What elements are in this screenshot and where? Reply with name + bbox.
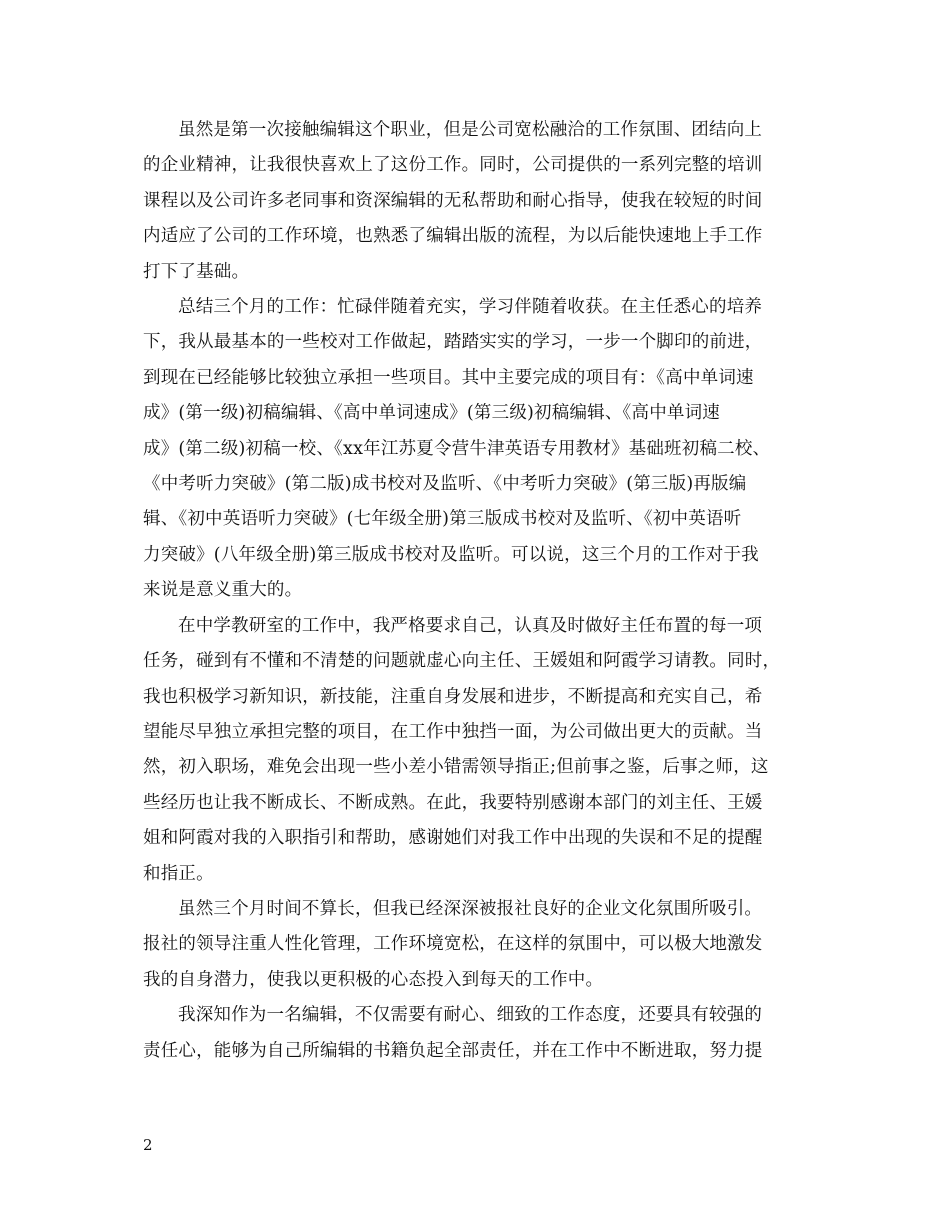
text-line: 《中考听力突破》(第二版)成书校对及监听、《中考听力突破》(第三版)再版编	[143, 474, 747, 495]
text-line: 打下了基础。	[143, 261, 250, 282]
paragraph-3	[143, 609, 811, 892]
text-line: 内适应了公司的工作环境，也熟悉了编辑出版的流程，为以后能快速地上手工作	[143, 226, 763, 247]
paragraph-2	[143, 290, 811, 609]
text-line: 的企业精神，让我很快喜欢上了这份工作。同时，公司提供的一系列完整的培训	[143, 155, 763, 176]
text-line: 力突破》(八年级全册)第三版成书校对及监听。可以说，这三个月的工作对于我	[143, 544, 759, 565]
text-line: 姐和阿霞对我的入职指引和帮助，感谢她们对我工作中出现的失误和不足的提醒	[143, 828, 763, 849]
text-line: 辑、《初中英语听力突破》(七年级全册)第三版成书校对及监听、《初中英语听	[143, 509, 742, 530]
text-line: 成》(第一级)初稿编辑、《高中单词速成》(第三级)初稿编辑、《高中单词速	[143, 403, 721, 424]
text-line: 些经历也让我不断成长、不断成熟。在此，我要特别感谢本部门的刘主任、王媛	[143, 792, 763, 813]
text-line: 到现在已经能够比较独立承担一些项目。其中主要完成的项目有：《高中单词速	[143, 367, 754, 388]
text-line: 报社的领导注重人性化管理，工作环境宽松，在这样的氛围中，可以极大地激发	[143, 934, 763, 955]
text-line: 虽然是第一次接触编辑这个职业，但是公司宽松融洽的工作氛围、团结向上	[178, 120, 763, 140]
body-text	[143, 113, 811, 1069]
page-number: 2	[143, 1136, 153, 1154]
text-line: 我的自身潜力，使我以更积极的心态投入到每天的工作中。	[143, 969, 604, 990]
text-line: 在中学教研室的工作中，我严格要求自己，认真及时做好主任布置的每一项	[178, 615, 763, 636]
text-line: 任务，碰到有不懂和不清楚的问题就虚心向主任、王媛姐和阿霞学习请教。同时，	[143, 651, 781, 672]
text-line: 望能尽早独立承担完整的项目，在工作中独挡一面，为公司做出更大的贡献。当	[143, 721, 763, 742]
text-line: 我也积极学习新知识，新技能，注重自身发展和进步，不断提高和充实自己，希	[143, 686, 763, 707]
paragraph-5	[143, 998, 811, 1069]
text-line: 总结三个月的工作：忙碌伴随着充实，学习伴随着收获。在主任悉心的培养	[178, 297, 763, 318]
text-line: 成》(第二级)初稿一校、《xx年江苏夏令营牛津英语专用教材》基础班初稿二校、	[143, 438, 771, 459]
text-line: 来说是意义重大的。	[143, 580, 303, 601]
text-line: 责任心，能够为自己所编辑的书籍负起全部责任，并在工作中不断进取，努力提	[143, 1040, 763, 1061]
text-line: 然，初入职场，难免会出现一些小差小错需领导指正;但前事之鉴，后事之师，这	[143, 757, 769, 778]
text-line: 下，我从最基本的一些校对工作做起，踏踏实实的学习，一步一个脚印的前进，	[143, 332, 763, 353]
text-line: 和指正。	[143, 863, 214, 884]
paragraph-1	[143, 113, 811, 290]
paragraph-4	[143, 892, 811, 998]
text-line: 课程以及公司许多老同事和资深编辑的无私帮助和耐心指导，使我在较短的时间	[143, 190, 763, 211]
text-line: 虽然三个月时间不算长，但我已经深深被报社良好的企业文化氛围所吸引。	[178, 898, 763, 919]
text-line: 我深知作为一名编辑，不仅需要有耐心、细致的工作态度，还要具有较强的	[178, 1005, 763, 1026]
